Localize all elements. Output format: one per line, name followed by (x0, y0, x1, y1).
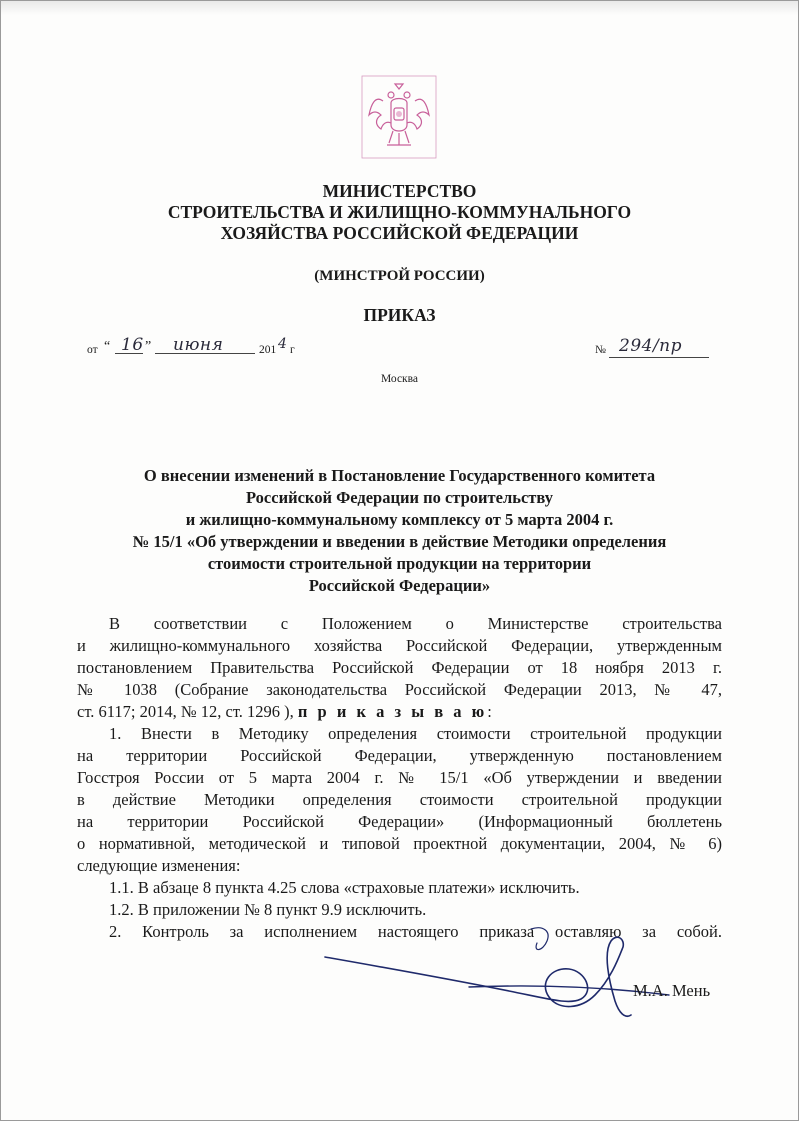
preamble-citation: ст. 6117; 2014, № 12, ст. 1296 ), (77, 702, 294, 721)
preamble-line: постановлением Правительства Российской Федерации от 18 ноября 2013 г. (77, 658, 722, 677)
document-type: ПРИКАЗ (363, 305, 436, 325)
order-number: 294/пр (619, 336, 683, 356)
preamble-line: и жилищно-коммунального хозяйства Российской Федерации, утвержденным (77, 636, 722, 655)
order-colon: : (487, 702, 492, 721)
ministry-line: ХОЗЯЙСТВА РОССИЙСКОЙ ФЕДЕРАЦИИ (220, 223, 579, 243)
title-line: Российской Федерации» (308, 576, 491, 595)
item1-line: Госстроя России от 5 марта 2004 г. № 15/1 «Об утверждении и введении (77, 768, 722, 787)
title-line: и жилищно-коммунальному комплексу от 5 марта 2004 г. (185, 510, 614, 529)
date-year-suffix: 4 (278, 336, 288, 352)
date-month: июня (173, 335, 224, 355)
city: Москва (380, 373, 419, 385)
title-line: О внесении изменений в Постановление Государственного комитета (143, 466, 656, 485)
preamble-line: В соответствии с Положением о Министерстве строительства (109, 614, 722, 633)
date-day: 16 (121, 335, 144, 355)
item1-last-line: следующие изменения: (77, 856, 241, 875)
order-word: п р и к а з ы в а ю (297, 702, 488, 721)
item1-line: на территории Российской Федерации» (Информационный бюллетень (77, 812, 722, 831)
item2-line: 2. Контроль за исполнением настоящего приказа оставляю за собой. (109, 922, 722, 941)
ministry-line: МИНИСТЕРСТВО (322, 181, 477, 201)
title-line: стоимости строительной продукции на территории (207, 554, 592, 573)
ministry-line: СТРОИТЕЛЬСТВА И ЖИЛИЩНО-КОММУНАЛЬНОГО (167, 202, 632, 222)
russian-coat-of-arms-icon (361, 75, 437, 159)
document-body (77, 613, 722, 943)
order-number-line (595, 333, 715, 359)
date-prefix: от (87, 344, 98, 356)
preamble-last-line (77, 701, 722, 723)
item1-line: 1. Внести в Методику определения стоимости строительной продукции (109, 724, 722, 743)
quote-open: “ (104, 339, 111, 354)
subitem: 1.2. В приложении № 8 пункт 9.9 исключить. (109, 900, 427, 919)
number-underline (609, 357, 709, 358)
date-year-prefix: 201 (259, 344, 277, 356)
ministry-name (1, 181, 798, 244)
document-title (61, 465, 738, 597)
handwritten-signature (319, 919, 679, 1029)
subitem: 1.1. В абзаце 8 пункта 4.25 слова «страховые платежи» исключить. (109, 878, 580, 897)
title-line: Российской Федерации по строительству (246, 488, 553, 507)
item1-line: о нормативной, методической и типовой проектной документации, 2004, № 6) (77, 834, 722, 853)
item1-line: в действие Методики определения стоимости строительной продукции (77, 790, 722, 809)
scan-edge-shadow (1, 1, 798, 15)
ministry-abbreviation: (МИНСТРОЙ РОССИИ) (314, 268, 485, 284)
date-year-mark: г (290, 344, 295, 356)
preamble-line: № 1038 (Собрание законодательства Российской Федерации 2013, № 47, (77, 680, 722, 699)
date-line (87, 333, 317, 359)
quote-close: ” (145, 339, 152, 354)
title-line: № 15/1 «Об утверждении и введении в действие Методики определения (132, 532, 667, 551)
signer-name: М.А. Мень (633, 981, 711, 1000)
item1-line: на территории Российской Федерации, утвержденную постановлением (77, 746, 722, 765)
number-prefix: № (595, 344, 606, 356)
